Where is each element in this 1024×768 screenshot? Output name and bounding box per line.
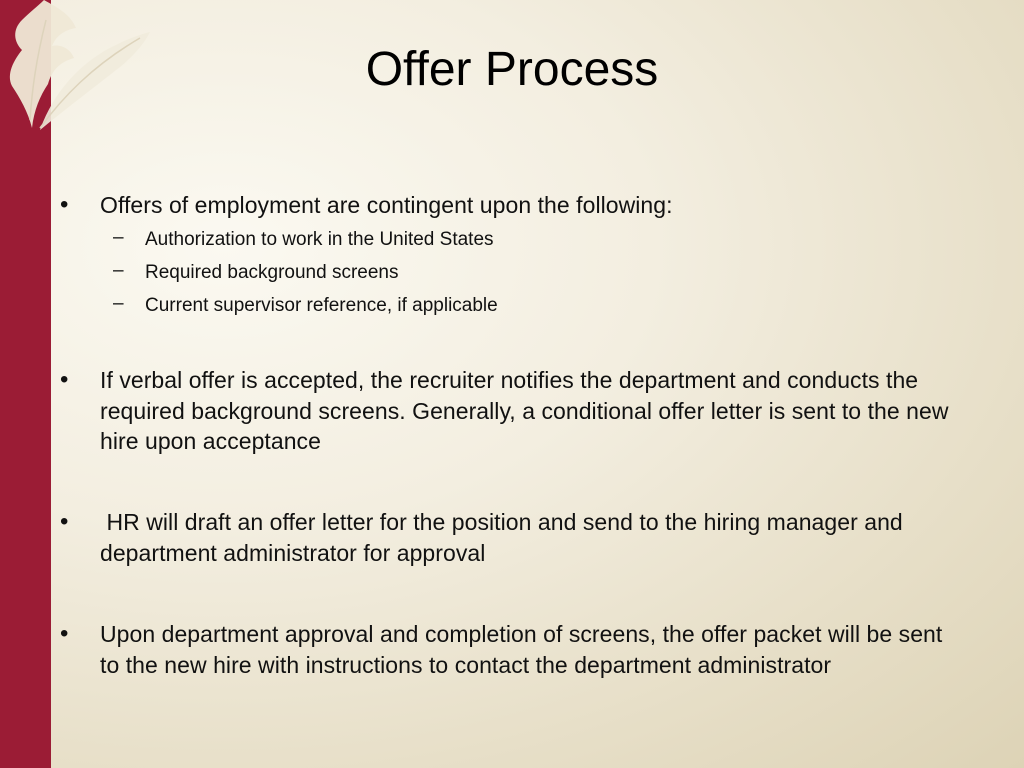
sub-list-item <box>60 291 960 324</box>
bullet-dot: • <box>60 191 69 218</box>
sub-list <box>60 225 960 324</box>
bullet-text: HR will draft an offer letter for the position and send to the hiring manager and department administrator for approval <box>100 509 910 566</box>
bullet-dot: • <box>60 366 69 393</box>
bullet-item <box>60 365 960 457</box>
sub-item-text: Authorization to work in the United States <box>145 228 494 250</box>
bullet-item <box>60 507 960 568</box>
sub-dash: – <box>113 226 124 248</box>
sub-list-item <box>60 258 960 291</box>
sub-item-text: Current supervisor reference, if applicable <box>145 294 498 316</box>
bullet-dot: • <box>60 620 69 647</box>
slide-title: Offer Process <box>365 43 659 96</box>
bullet-dot: • <box>60 508 69 535</box>
sub-dash: – <box>113 292 124 314</box>
sub-list-item <box>60 225 960 258</box>
bullet-item <box>60 190 960 324</box>
sub-dash: – <box>113 259 124 281</box>
bullet-text: If verbal offer is accepted, the recruiter notifies the department and conducts the required background screens. Generally, a conditional offer letter is sent to the new hire upon acceptance <box>100 367 949 454</box>
sub-item-text: Required background screens <box>145 261 399 283</box>
bullet-text: Offers of employment are contingent upon the following: <box>100 192 673 218</box>
bullet-text: Upon department approval and completion of screens, the offer packet will be sent to the new hire with instructions to contact the department administrator <box>100 621 943 678</box>
bullet-item <box>60 619 960 680</box>
